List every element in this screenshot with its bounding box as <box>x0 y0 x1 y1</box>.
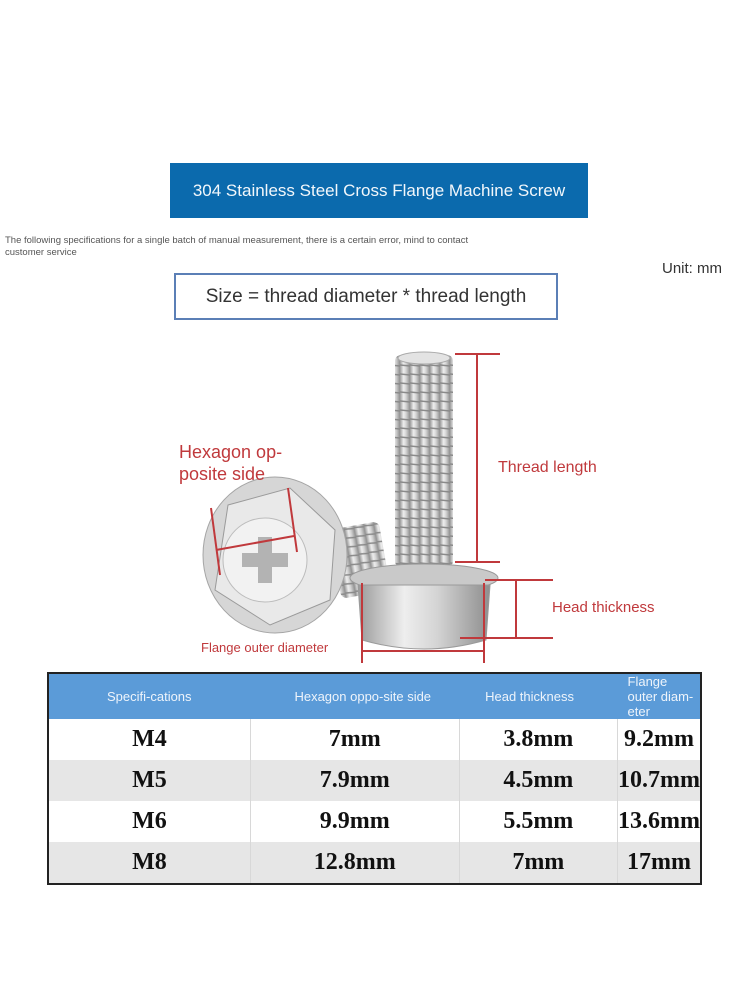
thread-length-label: Thread length <box>498 459 597 476</box>
cell-hexagon: 7.9mm <box>250 760 459 801</box>
cell-flange-diameter: 17mm <box>618 842 701 884</box>
hexagon-label-line1: Hexagon op- <box>179 442 283 462</box>
header-hexagon-opposite-side: Hexagon oppo-site side <box>250 673 459 719</box>
cell-spec: M6 <box>48 801 250 842</box>
hexagon-label-line2: posite side <box>179 464 266 484</box>
hexagon-opposite-side-label <box>179 441 282 485</box>
cell-spec: M8 <box>48 842 250 884</box>
lying-screw-head <box>203 477 347 633</box>
cell-head-thickness: 5.5mm <box>459 801 617 842</box>
cell-head-thickness: 3.8mm <box>459 719 617 760</box>
cell-flange-diameter: 10.7mm <box>618 760 701 801</box>
header-head-thickness: Head thickness <box>459 673 617 719</box>
cell-spec: M5 <box>48 760 250 801</box>
cell-spec: M4 <box>48 719 250 760</box>
size-formula: Size = thread diameter * thread length <box>205 285 527 307</box>
size-formula-box <box>174 273 558 320</box>
screw-diagram <box>170 340 690 670</box>
table-row <box>48 719 701 760</box>
cell-flange-diameter: 9.2mm <box>618 719 701 760</box>
cell-head-thickness: 7mm <box>459 842 617 884</box>
header-flange-outer-diameter: Flange outer diam-eter <box>618 673 701 719</box>
flange-outer-diameter-label: Flange outer diameter <box>201 640 329 655</box>
title-banner <box>170 163 588 218</box>
table-header-row <box>48 673 701 719</box>
cell-hexagon: 12.8mm <box>250 842 459 884</box>
product-title: 304 Stainless Steel Cross Flange Machine Screw <box>192 180 566 200</box>
cell-head-thickness: 4.5mm <box>459 760 617 801</box>
cell-flange-diameter: 13.6mm <box>618 801 701 842</box>
table-row <box>48 801 701 842</box>
cell-hexagon: 9.9mm <box>250 801 459 842</box>
table-row <box>48 842 701 884</box>
measurement-note: The following specifications for a single batch of manual measurement, there is a certain error, mind to contact customer service <box>5 235 469 258</box>
unit-label: Unit: mm <box>662 260 722 277</box>
standing-screw <box>350 352 498 649</box>
cell-hexagon: 7mm <box>250 719 459 760</box>
specification-table <box>47 672 702 885</box>
head-thickness-label: Head thickness <box>552 599 655 616</box>
header-specifications: Specifi-cations <box>48 673 250 719</box>
table-row <box>48 760 701 801</box>
